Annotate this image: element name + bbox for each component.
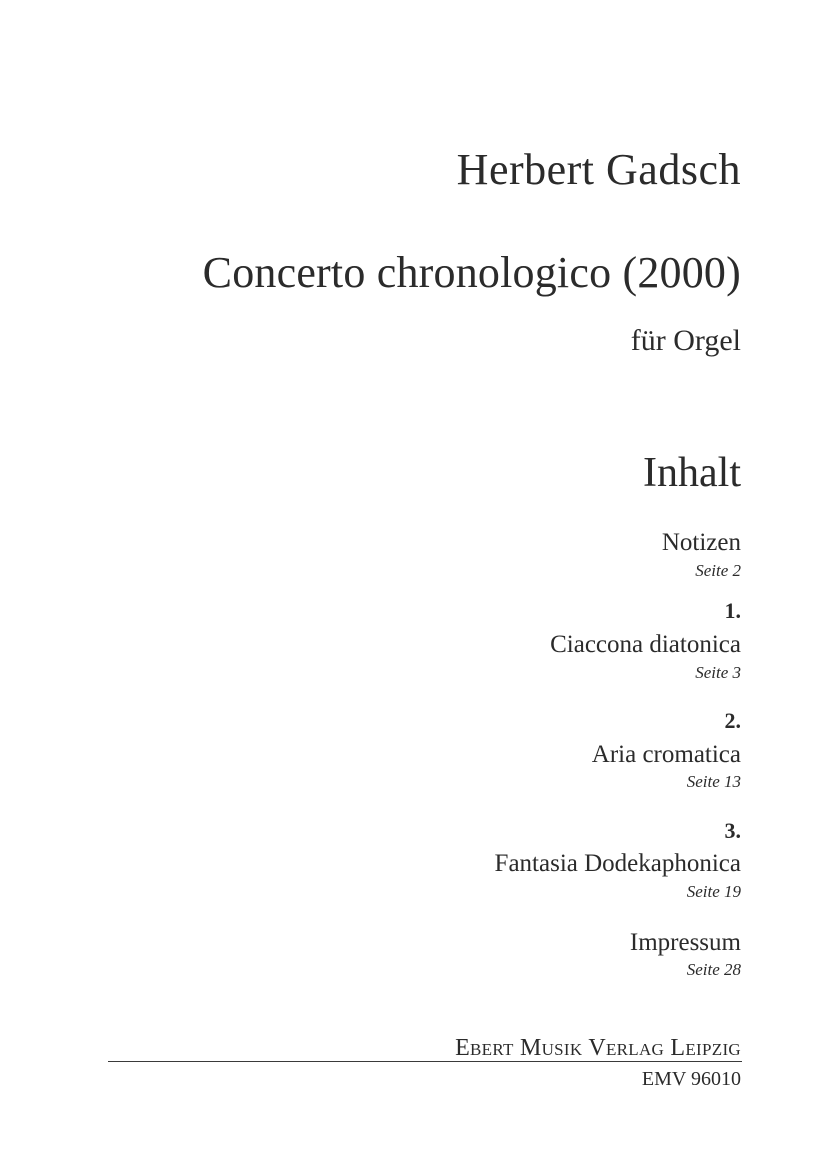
toc-movement-3-title: Fantasia Dodekaphonica (494, 850, 741, 877)
toc-movement-2-number: 2. (724, 708, 741, 733)
contents-heading: Inhalt (643, 450, 741, 496)
toc-movement-1-title: Ciaccona diatonica (550, 631, 741, 658)
footer-divider (108, 1061, 742, 1062)
composer-name: Herbert Gadsch (456, 145, 741, 194)
toc-movement-1-page: Seite 3 (695, 663, 741, 682)
toc-movement-1-number: 1. (724, 598, 741, 623)
toc-movement-2-title: Aria cromatica (591, 741, 741, 768)
toc-notes-page: Seite 2 (695, 561, 741, 580)
publisher-name: Ebert Musik Verlag Leipzig (455, 1035, 741, 1061)
work-title: Concerto chronologico (2000) (202, 248, 741, 297)
toc-notes-title: Notizen (661, 529, 741, 556)
toc-imprint-page: Seite 28 (686, 960, 741, 979)
toc-movement-2-page: Seite 13 (686, 772, 741, 791)
instrumentation: für Orgel (630, 324, 741, 357)
toc-movement-3-number: 3. (724, 818, 741, 843)
toc-imprint-title: Impressum (629, 929, 741, 956)
catalog-number: EMV 96010 (641, 1068, 741, 1090)
toc-movement-3-page: Seite 19 (686, 882, 741, 901)
